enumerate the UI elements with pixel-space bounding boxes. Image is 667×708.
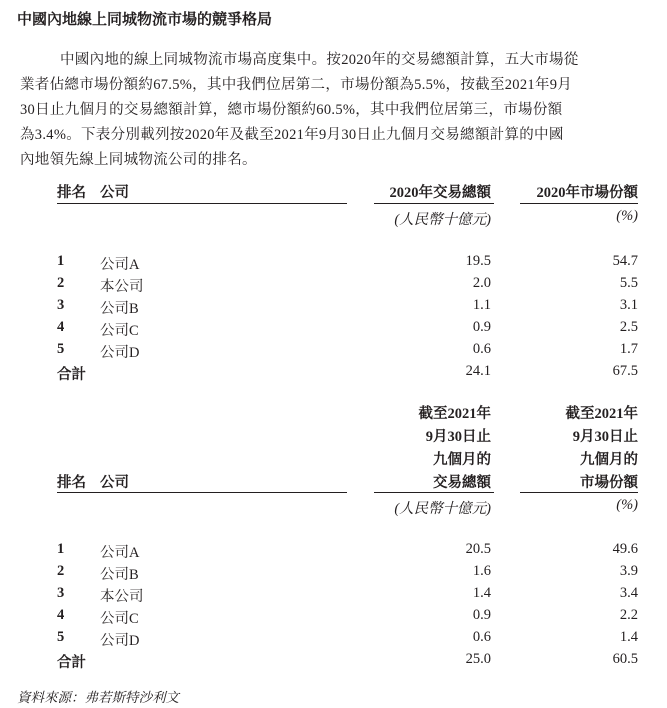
total-share: 67.5 bbox=[612, 363, 638, 379]
share-cell: 54.7 bbox=[612, 253, 638, 269]
rank-cell: 5 bbox=[57, 341, 65, 357]
company-cell: 公司C bbox=[100, 323, 139, 339]
gtv-cell: 1.1 bbox=[472, 297, 491, 313]
unit-share: (%) bbox=[616, 497, 638, 513]
share-cell: 2.2 bbox=[619, 607, 638, 623]
company-cell: 公司C bbox=[100, 611, 139, 627]
share-cell: 3.4 bbox=[619, 585, 638, 601]
col-header-share-line: 九個月的 bbox=[580, 452, 638, 468]
gtv-cell: 19.5 bbox=[465, 253, 491, 269]
header-rule bbox=[520, 492, 638, 493]
section-heading: 中國內地線上同城物流市場的競爭格局 bbox=[17, 10, 273, 28]
gtv-cell: 0.6 bbox=[472, 341, 491, 357]
col-header-gtv-line: 交易總額 bbox=[433, 475, 491, 491]
col-header-rank: 排名 bbox=[57, 475, 86, 491]
rank-cell: 3 bbox=[57, 585, 65, 601]
unit-gtv: (人民幣十億元) bbox=[394, 212, 491, 228]
share-cell: 2.5 bbox=[619, 319, 638, 335]
col-header-gtv-line: 9月30日止 bbox=[425, 429, 491, 445]
total-gtv: 24.1 bbox=[465, 363, 491, 379]
rank-cell: 4 bbox=[57, 607, 65, 623]
total-label: 合計 bbox=[57, 655, 86, 671]
total-gtv: 25.0 bbox=[465, 651, 491, 667]
header-rule bbox=[374, 203, 494, 204]
paragraph-line: 為3.4%。下表分別載列按2020年及截至2021年9月30日止九個月交易總額計算的中國 bbox=[20, 127, 564, 143]
unit-share: (%) bbox=[616, 208, 638, 224]
header-rule bbox=[374, 492, 494, 493]
paragraph-line: 業者佔總市場份額約67.5%，其中我們位居第二，市場份額為5.5%，按截至2021年9月 bbox=[20, 77, 573, 93]
gtv-cell: 2.0 bbox=[472, 275, 491, 291]
col-header-gtv-line: 截至2021年 bbox=[418, 406, 491, 422]
company-cell: 公司D bbox=[100, 345, 140, 361]
share-cell: 1.7 bbox=[619, 341, 638, 357]
company-cell: 本公司 bbox=[100, 589, 144, 605]
header-rule bbox=[520, 203, 638, 204]
col-header-gtv-line: 九個月的 bbox=[433, 452, 491, 468]
company-cell: 公司A bbox=[100, 257, 140, 273]
col-header-gtv: 2020年交易總額 bbox=[389, 185, 491, 201]
company-cell: 公司D bbox=[100, 633, 140, 649]
gtv-cell: 0.6 bbox=[472, 629, 491, 645]
unit-gtv: (人民幣十億元) bbox=[394, 501, 491, 517]
share-cell: 3.1 bbox=[619, 297, 638, 313]
paragraph-line: 30日止九個月的交易總額計算，總市場份額約60.5%，其中我們位居第三，市場份額 bbox=[20, 102, 563, 118]
rank-cell: 1 bbox=[57, 541, 65, 557]
gtv-cell: 20.5 bbox=[465, 541, 491, 557]
paragraph-line: 內地領先線上同城物流公司的排名。 bbox=[20, 152, 257, 168]
share-cell: 5.5 bbox=[619, 275, 638, 291]
company-cell: 公司A bbox=[100, 545, 140, 561]
total-share: 60.5 bbox=[612, 651, 638, 667]
rank-cell: 3 bbox=[57, 297, 65, 313]
header-rule bbox=[57, 203, 347, 204]
gtv-cell: 0.9 bbox=[472, 607, 491, 623]
header-rule bbox=[57, 492, 347, 493]
share-cell: 49.6 bbox=[612, 541, 638, 557]
col-header-company: 公司 bbox=[100, 475, 129, 491]
col-header-share-line: 9月30日止 bbox=[572, 429, 638, 445]
rank-cell: 4 bbox=[57, 319, 65, 335]
source-note: 資料來源：弗若斯特沙利文 bbox=[17, 690, 179, 705]
company-cell: 公司B bbox=[100, 567, 139, 583]
total-label: 合計 bbox=[57, 367, 86, 383]
rank-cell: 5 bbox=[57, 629, 65, 645]
share-cell: 3.9 bbox=[619, 563, 638, 579]
col-header-company: 公司 bbox=[100, 185, 129, 201]
share-cell: 1.4 bbox=[619, 629, 638, 645]
col-header-share: 2020年市場份額 bbox=[536, 185, 638, 201]
gtv-cell: 1.4 bbox=[472, 585, 491, 601]
rank-cell: 1 bbox=[57, 253, 65, 269]
rank-cell: 2 bbox=[57, 563, 65, 579]
gtv-cell: 0.9 bbox=[472, 319, 491, 335]
company-cell: 本公司 bbox=[100, 279, 144, 295]
paragraph-line: 中國內地的線上同城物流市場高度集中。按2020年的交易總額計算，五大市場從 bbox=[60, 52, 579, 68]
rank-cell: 2 bbox=[57, 275, 65, 291]
col-header-share-line: 市場份額 bbox=[580, 475, 638, 491]
col-header-rank: 排名 bbox=[57, 185, 86, 201]
gtv-cell: 1.6 bbox=[472, 563, 491, 579]
company-cell: 公司B bbox=[100, 301, 139, 317]
col-header-share-line: 截至2021年 bbox=[565, 406, 638, 422]
